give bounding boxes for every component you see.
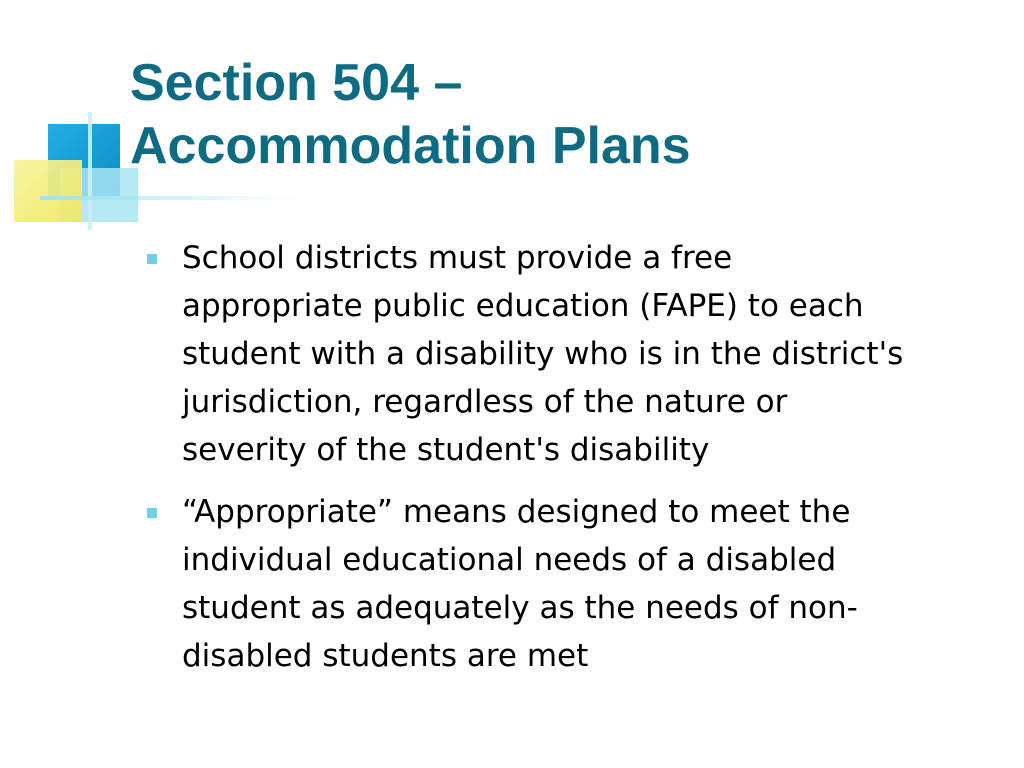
bullet-line: jurisdiction, regardless of the nature or bbox=[182, 384, 788, 420]
bullet-line: School districts must provide a free bbox=[182, 240, 733, 276]
bullet-item bbox=[142, 234, 1012, 474]
square-bullet-icon bbox=[147, 508, 157, 518]
bullet-line: student with a disability who is in the district's bbox=[182, 336, 904, 372]
bullet-list bbox=[142, 234, 1012, 694]
deco-horizontal-line bbox=[40, 196, 300, 200]
bullet-text bbox=[182, 488, 1012, 680]
slide-title bbox=[130, 52, 990, 178]
bullet-line: appropriate public education (FAPE) to each bbox=[182, 288, 864, 324]
bullet-line: individual educational needs of a disabled bbox=[182, 542, 837, 578]
title-line-2: Accommodation Plans bbox=[130, 117, 691, 175]
deco-yellow-square bbox=[14, 160, 82, 222]
square-bullet-icon bbox=[147, 254, 157, 264]
title-line-1: Section 504 – bbox=[130, 54, 463, 112]
bullet-line: student as adequately as the needs of non- bbox=[182, 590, 858, 626]
bullet-line: severity of the student's disability bbox=[182, 432, 710, 468]
bullet-line: disabled students are met bbox=[182, 638, 589, 674]
bullet-line: “Appropriate” means designed to meet the bbox=[182, 494, 851, 530]
deco-vertical-line bbox=[88, 112, 92, 230]
bullet-text bbox=[182, 234, 1012, 474]
bullet-item bbox=[142, 488, 1012, 680]
